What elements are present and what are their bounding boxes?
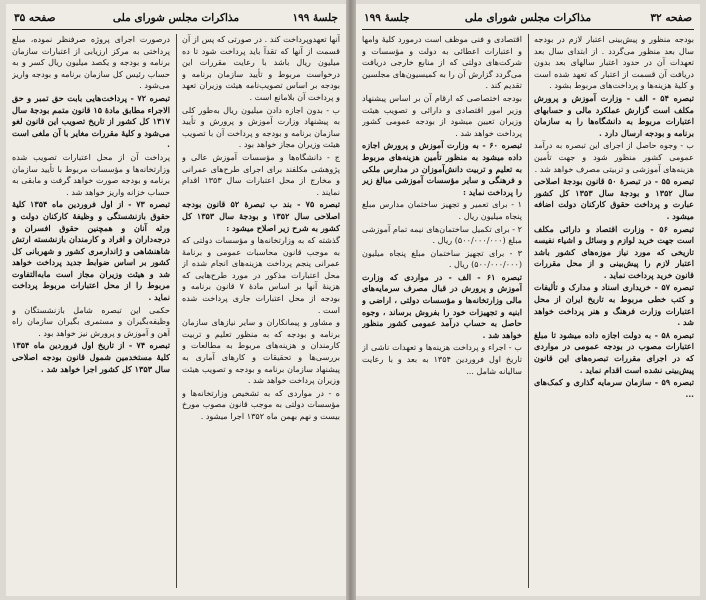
paragraph: پرداخت آن از محل اعتبارات تصویب شده وزارتخانه‌ها و مؤسسات مربوط با تأیید سازمان برنامه و بودجه صورت خواهد گرفت و مابقی به حساب خزانه واریز خواهد شد . [12,151,170,197]
paragraph: تبصره ۵۹ - سازمان سرمایه گذاری و کمک‌های ... [534,377,694,399]
paragraph: ب - اجراء و پرداخت هزینه‌ها و تعهدات ناشی از تاریخ اول فروردین ۱۳۵۴ به بعد و با رعایت سالیانه شامل ... [362,342,522,376]
left-page [6,4,346,596]
text-column-right [534,34,694,590]
paragraph: ب - وجوه حاصل از اجرای این تبصره به درآمد عمومی کشور منظور شود و جهت تأمین هزینه‌های آموزشی و تربیتی مصرف خواهد شد . [534,140,694,174]
paragraph: تبصره ۷۴ - از تاریخ اول فروردین ماه ۱۳۵۴ کلیهٔ مستخدمین شمول قانون بودجه اصلاحی سال ۱۳۵۳ کل کشور اجرا خواهد شد . [12,340,170,374]
header-session: جلسهٔ ۱۹۹ [292,12,338,24]
paragraph: و مشاور و پیمانکاران و سایر نیازهای سازمان برنامه و بودجه که به منظور تعلیم و تربیت کارمندان و هزینه‌های مربوط به مطالعات و بررسی‌ها و تحقیقات و کارهای آماری به پیشنهاد سازمان برنامه و بودجه و تصویب هیئت وزیران پرداخت خواهد شد . [182,317,340,386]
column-divider [176,34,177,588]
paragraph: ۳ - برای تجهیز ساختمان مبلغ پنجاه میلیون (۵۰۰/۰۰۰/۰۰۰) ریال . [362,247,522,270]
book-gutter [346,0,356,600]
paragraph: تبصره ۵۵ - در تبصرهٔ ۵۰ قانون بودجهٔ اصلاحی سال ۱۳۵۲ و بودجهٔ سال ۱۳۵۳ کل کشور عبارت و پرداخت حقوق کارکنان دولت اضافه میشود . [534,176,694,221]
paragraph: تبصره ۶۰ - به وزارت آموزش و پرورش اجازه داده میشود به منظور تأمین هزینه‌های مربوط به تعلیم و تربیت دانش‌آموزان در مدارس ملکی و فرهنگی و سایر مؤسسات آموزشی مبالغ زیر را پرداخت نماید : [362,140,522,197]
header-title: مذاکرات مجلس شورای ملی [464,12,592,24]
paragraph: درصورت اجرای پروژه صرفنظر نموده، مبلغ پرداختی به مرکز ارزیابی از اعتبارات سازمان برنامه و بودجه و یکصد میلیون ریال کسر و به حساب رئیس کل سازمان برنامه و بودجه واریز می‌شود . [12,34,170,91]
header-rule [362,29,694,30]
page-header [12,10,340,28]
text-column-left [12,34,170,590]
paragraph: ه - در مواردی که به تشخیص وزارتخانه‌ها و مؤسسات دولتی به موجب قانون مصوب مورخ بیست و نهم بهمن ماه ۱۳۵۲ اجرا میشود . [182,387,340,421]
paragraph: تبصره ۵۶ - وزارت اقتصاد و دارائی مکلف است جهت خرید لوازم و وسائل و اشیاء نفیسه تاریخی که مورد نیاز موزه‌های کشور باشد اعتبار لازم را پیش‌بینی و از محل مقررات قانون خرید پرداخت نماید . [534,223,694,280]
header-title: مذاکرات مجلس شورای ملی [112,12,240,24]
header-session: جلسهٔ ۱۹۹ [364,12,410,24]
text-column-left [362,34,522,590]
paragraph: تبصره ۷۵ - بند ب تبصرهٔ ۵۲ قانون بودجه اصلاحی سال ۱۳۵۲ و بودجهٔ سال ۱۳۵۳ کل کشور به شرح زیر اصلاح میشود : [182,199,340,233]
paragraph: ۲ - برای تکمیل ساختمان‌های نیمه تمام آموزشی مبلغ (۵۰۰/۰۰۰/۰۰۰) ریال . [362,223,522,246]
paragraph: تبصره ۷۳ - از اول فروردین ماه ۱۳۵۴ کلیهٔ حقوق بازنشستگی و وظیفهٔ کارکنان دولت و ورثه آنان و همچنین حقوق افسران و درجه‌داران و افراد و کارمندان بازنشسته ارتش شاهنشاهی و ژاندارمری کشور و شهربانی کل کشور بر اساس ضوابط جدید پرداخت خواهد شد و هیئت وزیران مجاز است مابه‌التفاوت مربوط را از محل اعتبارات مربوط پرداخت نماید . [12,199,170,303]
paragraph: ۱ - برای تعمیر و تجهیز ساختمان مدارس مبلغ پنجاه میلیون ریال . [362,199,522,221]
paragraph: تبصره ۵۷ - خریداری اسناد و مدارک و تألیفات و کتب خطی مربوط به تاریخ ایران از محل اعتبارات وزارت فرهنگ و هنر پرداخت خواهد شد . [534,282,694,328]
paragraph: بودجه منظور و پیش‌بینی اعتبار لازم در بودجه سال بعد منظور می‌گردد . از ابتدای سال بعد تعهدات آن در حدود اعتبار سالهای بعد بدون دریافت آن قسمت از اعتبار که تعهد شده است و کلیهٔ هزینه‌ها و پرداخت‌های مربوط بشود . [534,34,694,91]
paragraph: تبصره ۷۲ - پرداخت‌هایی بابت حق تمبر و حق الاجراء مطابق مادهٔ ۱۵ قانون متمم بودجهٔ سال ۱۳۱۷ کل کشور از تاریخ تصویب این قانون لغو می‌شود و کلیهٔ مقررات مغایر با آن ملغی است . [12,92,170,150]
paragraph: تبصره ۵۸ - به دولت اجازه داده میشود تا مبلغ اعتبارات مصوب در بودجه عمومی در مواردی که در اجرای مقررات تبصره‌های این قانون پیش‌بینی نشده است اقدام نماید . [534,329,694,375]
page-header [362,10,694,28]
paragraph: ب - بدون اجازه دادن میلیون ریال به‌طور کلی به پیشنهاد وزارت آموزش و پرورش و تأیید سازمان برنامه و بودجه و پرداخت آن با تصویب هیئت وزیران مجاز خواهد بود . [182,104,340,150]
column-divider [528,34,529,588]
right-page [356,4,700,596]
text-column-right [182,34,340,590]
paragraph: تبصره ۶۱ - الف - در مواردی که وزارت آموزش و پرورش در قبال مصرف سرمایه‌های مالی وزارتخانه‌ها و مؤسسات دولتی ، اراضی و ابنیه و تجهیزات خود را بفروش برساند ، وجوه حاصل به حساب درآمد عمومی کشور منظور خواهد شد . [362,271,522,340]
header-rule [12,29,340,30]
paragraph: بودجه اختصاصی که ارقام آن بر اساس پیشنهاد وزیر امور اقتصادی و دارائی و تصویب هیئت وزیران تعیین میشود از بودجه عمومی کشور پرداخت خواهد شد . [362,92,522,138]
paragraph: تبصره ۵۴ - الف - وزارت آموزش و پرورش مکلف است گزارش عملکرد مالی و حسابهای اعتبارات مربوط به دانشگاه‌ها را به سازمان برنامه و بودجه ارسال دارد . [534,92,694,138]
header-page-number: صفحه ۳۵ [14,12,56,24]
paragraph: حکمی این تبصره شامل بازنشستگان و وظیفه‌بگیران و مستمری بگیران سازمان راه آهن و آموزش و پرورش نیز خواهد بود . [12,304,170,338]
header-page-number: صفحه ۳۲ [650,12,692,24]
paragraph: ج - دانشگاه‌ها و مؤسسات آموزش عالی و پژوهشی مکلفند برای اجرای طرح‌های عمرانی و مخارج از محل اعتبارات سال ۱۳۵۳ اقدام نمایند . [182,151,340,197]
paragraph: گذشته که به وزارتخانه‌ها و مؤسسات دولتی که به موجب قانون محاسبات عمومی و برنامهٔ عمرانی پنجم پرداخت هزینه‌های انجام شده از محل اعتبارات مذکور در مورد طرح‌هایی که هزینهٔ آنها بر اساس مادهٔ ۷ قانون برنامه و بودجه از محل اعتبارات جاری پرداخت شده است . [182,235,340,315]
paragraph: آنها تعهدوپرداخت کند . در صورتی که پس از آن قسمت از آنها که تقدآ باید پرداخت شود تا ده میلیون ریال باشد با رعایت مقررات این درخواست مربوط و تأیید سازمان برنامه و بودجه بر اساس تصویب‌نامه هیئت وزیران تعهد و پرداخت آن بلامانع است . [182,34,340,102]
paragraph: اقتصادی و فنی موظف است درمورد کلیهٔ وامها و اعتبارات اعطائی به دولت و مؤسسات و شرکت‌های دولتی که از منابع خارجی دریافت می‌گردد گزارش آن را به کمیسیون‌های مجلسین تقدیم کند . [362,34,522,91]
